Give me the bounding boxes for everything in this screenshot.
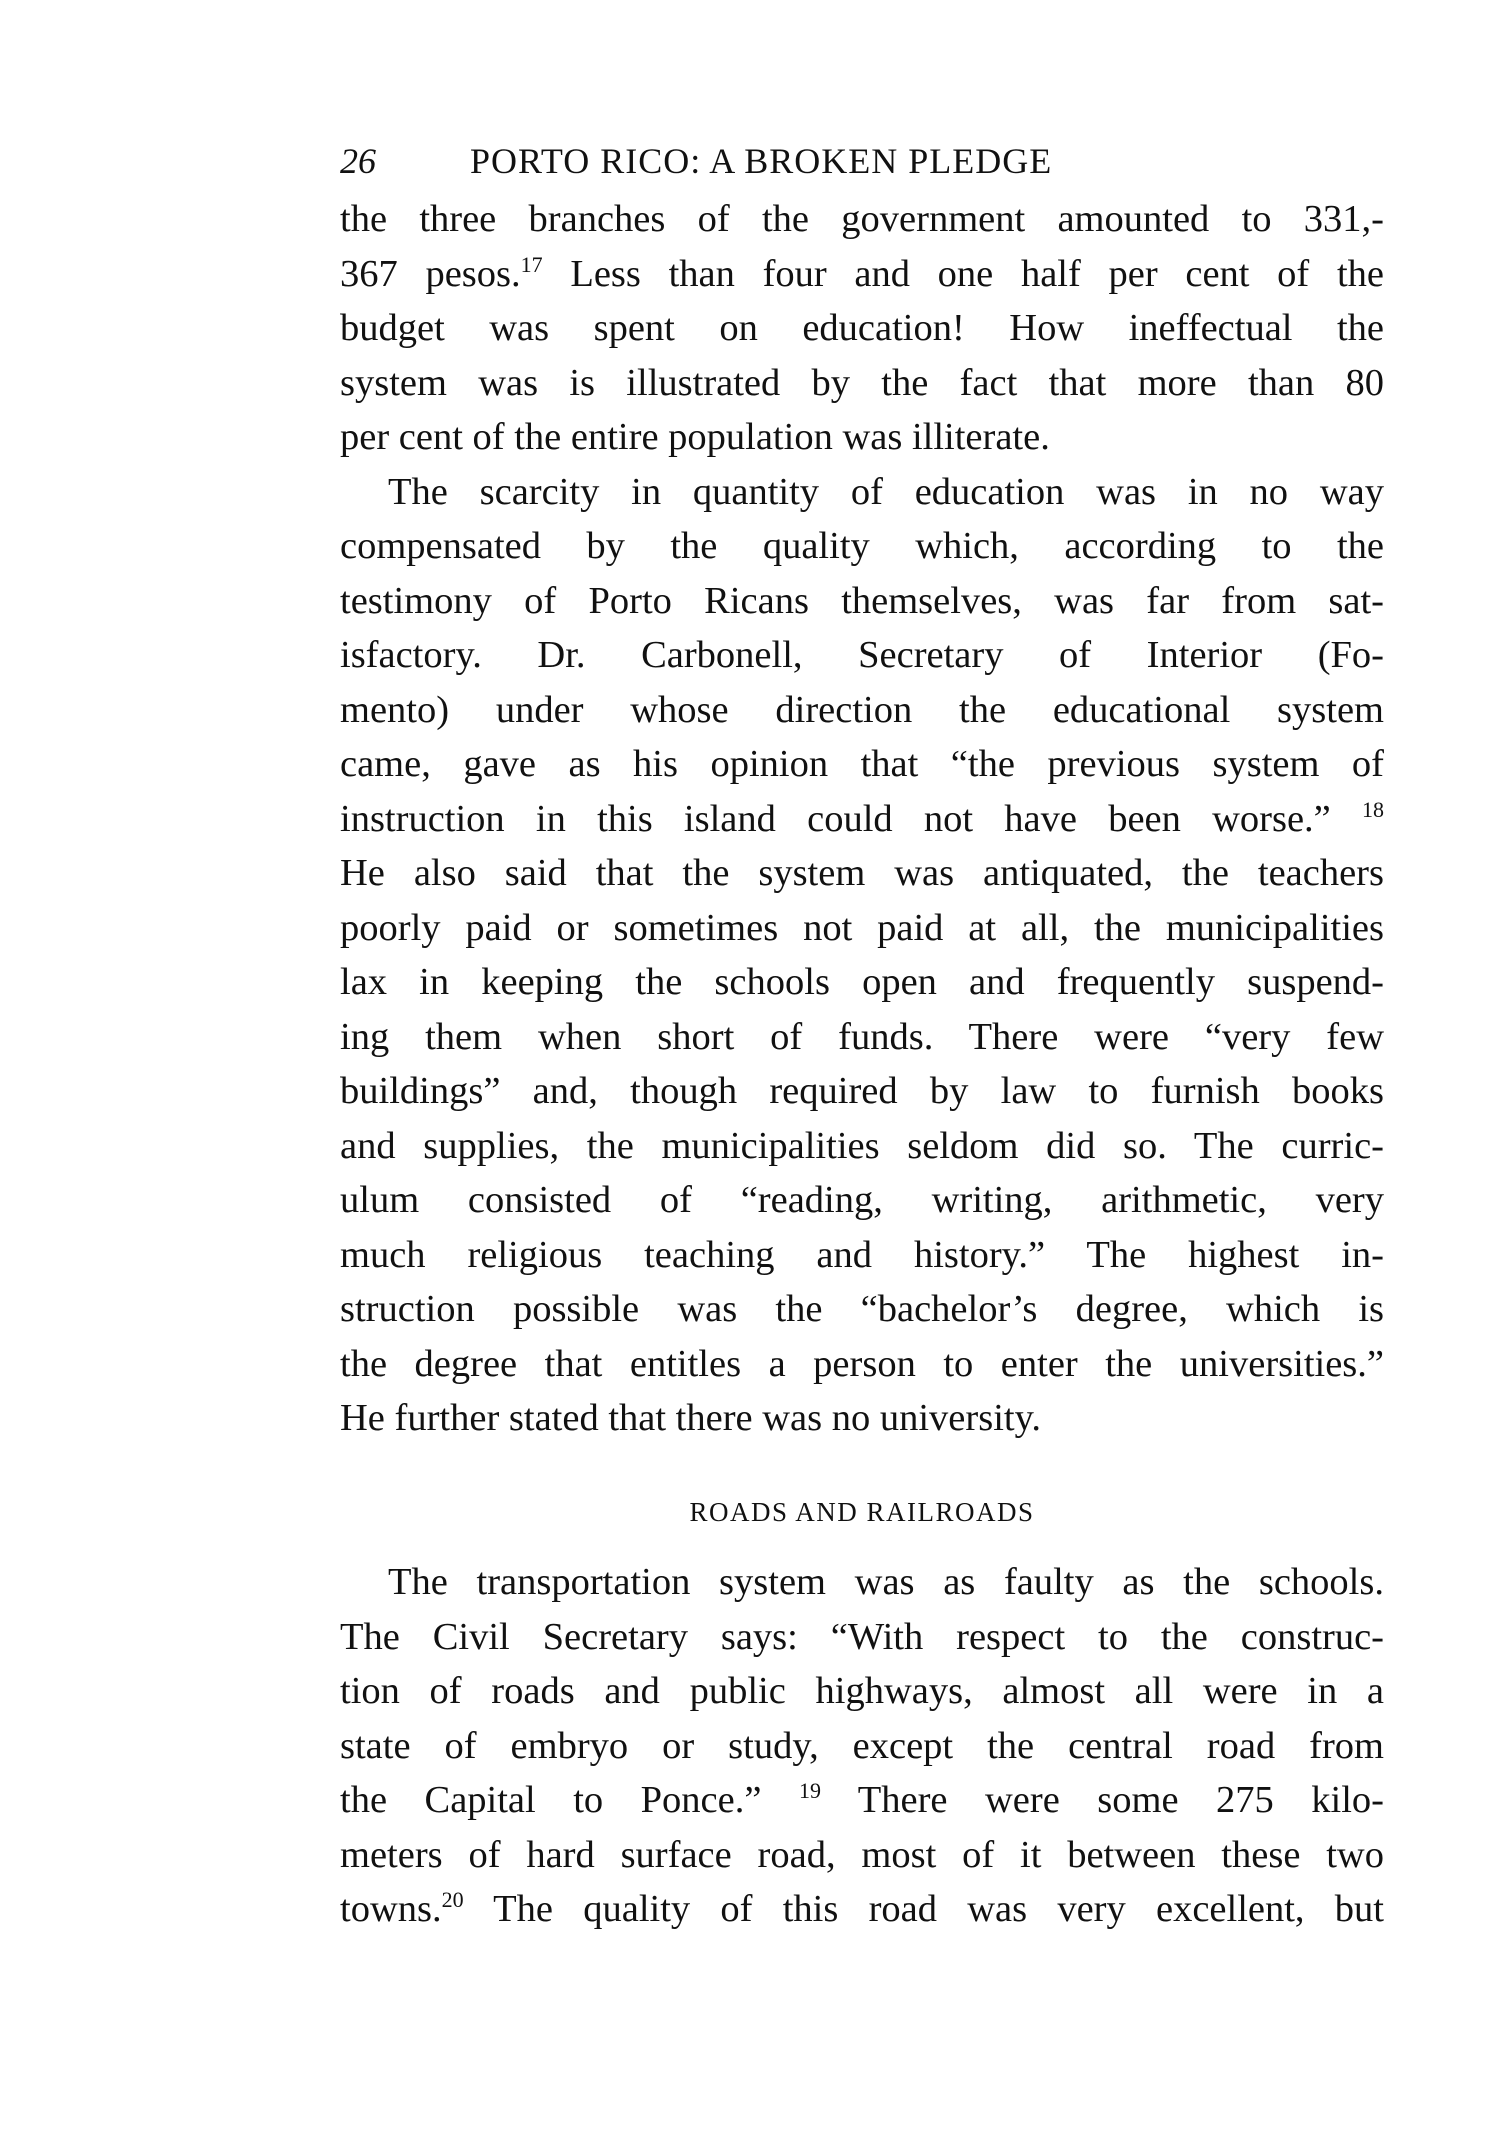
text-line: He also said that the system was antiquated, the teachers [340, 852, 1384, 894]
text-line: lax in keeping the schools open and frequently suspend- [340, 961, 1384, 1003]
text-line: system was is illustrated by the fact that more than 80 [340, 361, 1384, 404]
page-number: 26 [340, 141, 376, 181]
text-line: the degree that entitles a person to enter the universities.” [340, 1342, 1384, 1385]
text-line: mento) under whose direction the educational system [340, 688, 1384, 731]
text-line: budget was spent on education! How ineffectual the [340, 307, 1384, 349]
footnote-ref-18: 18 [1362, 796, 1384, 822]
text-line: ulum consisted of “reading, writing, arithmetic, very [340, 1179, 1384, 1221]
text-line: and supplies, the municipalities seldom did so. The curric- [340, 1124, 1384, 1167]
footnote-ref-17: 17 [520, 251, 543, 277]
text-line: tion of roads and public highways, almost all were in a [340, 1670, 1384, 1712]
text-line: much religious teaching and history.” The highest in- [340, 1233, 1384, 1276]
text-line [340, 1773, 1384, 1828]
running-head-title: PORTO RICO: A BROKEN PLEDGE [470, 141, 1053, 181]
text-line: compensated by the quality which, according to the [340, 525, 1384, 567]
body-text-bottom [340, 1555, 1384, 1937]
footnote-ref-20: 20 [441, 1887, 464, 1913]
text-fragment: There were some 275 kilo- [820, 1779, 1385, 1821]
text-line [340, 1882, 1384, 1937]
running-head [340, 138, 1220, 184]
text-line: per cent of the entire population was illiterate. [340, 416, 1050, 458]
text-line: poorly paid or sometimes not paid at all, the municipalities [340, 906, 1384, 949]
text-line [340, 792, 1384, 847]
paragraph-transportation [340, 1555, 1384, 1937]
paragraph-education-quality [340, 465, 1384, 1446]
text-fragment: 367 pesos. [340, 252, 521, 295]
text-line: The transportation system was as faulty as the schools. [388, 1561, 1384, 1603]
section-heading: ROADS AND RAILROADS [689, 1497, 1035, 1527]
text-fragment: instruction in this island could not have been worse.” [340, 797, 1331, 840]
footnote-ref-19: 19 [798, 1778, 821, 1804]
text-line: The Civil Secretary says: “With respect to the construc- [340, 1615, 1384, 1658]
text-line: isfactory. Dr. Carbonell, Secretary of Interior (Fo- [340, 634, 1384, 676]
text-line: came, gave as his opinion that “the previous system of [340, 743, 1384, 785]
text-line: meters of hard surface road, most of it between these two [340, 1833, 1384, 1876]
paragraph-budget [340, 192, 1384, 465]
text-fragment: towns. [340, 1888, 442, 1930]
text-line: He further stated that there was no university. [340, 1397, 1041, 1439]
text-fragment: The quality of this road was very excellent, but [463, 1888, 1384, 1930]
text-line: ing them when short of funds. There were “very few [340, 1015, 1384, 1058]
text-line [340, 247, 1384, 302]
text-line: struction possible was the “bachelor’s degree, which is [340, 1288, 1384, 1330]
text-line: The scarcity in quantity of education was in no way [388, 470, 1384, 513]
text-line: testimony of Porto Ricans themselves, was far from sat- [340, 579, 1384, 622]
text-fragment: the Capital to Ponce.” [340, 1779, 762, 1821]
body-text-top [340, 192, 1384, 1446]
text-line: the three branches of the government amounted to 331,- [340, 198, 1384, 240]
text-line: state of embryo or study, except the central road from [340, 1724, 1384, 1767]
text-line: buildings” and, though required by law to furnish books [340, 1070, 1384, 1112]
text-fragment: Less than four and one half per cent of the [542, 252, 1384, 295]
